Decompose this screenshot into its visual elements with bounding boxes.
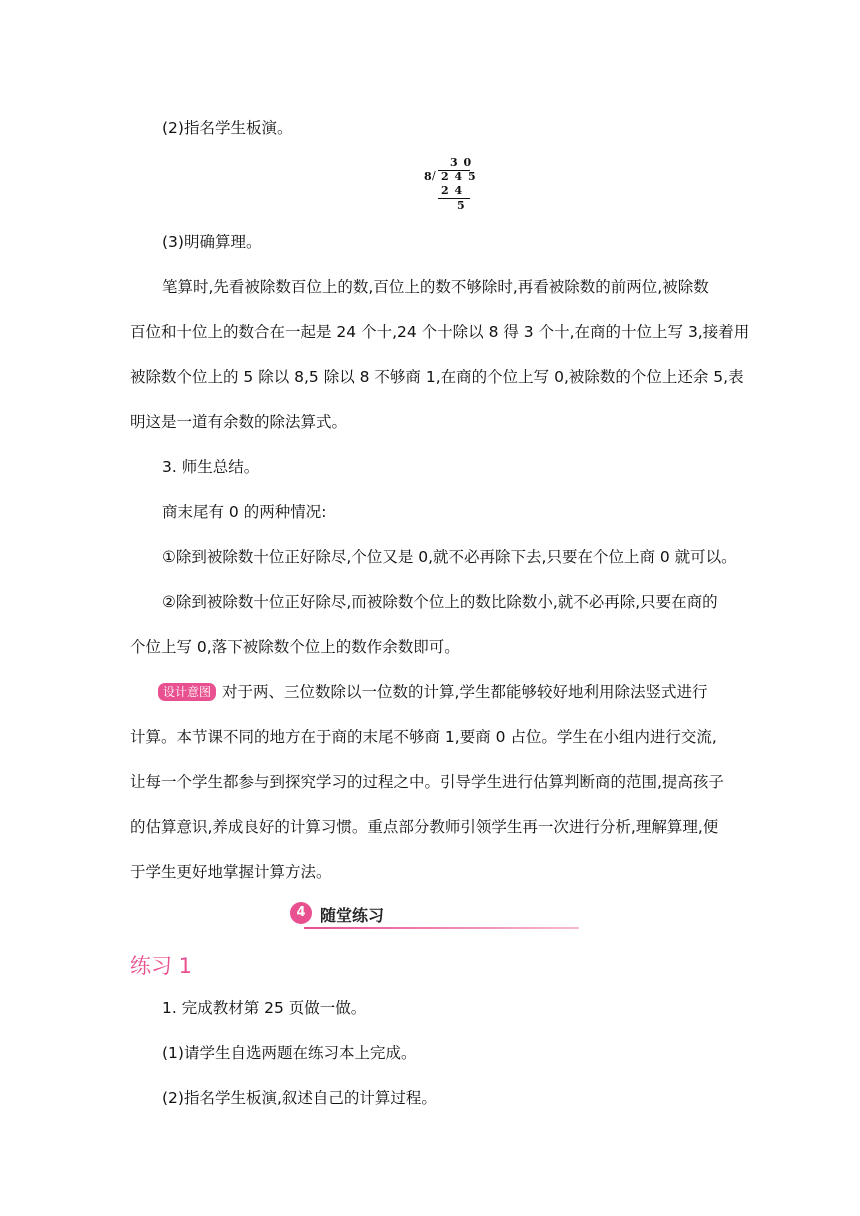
- section-number: 4: [290, 902, 312, 924]
- step-3-principle: (3)明确算理。: [162, 233, 262, 251]
- long-division: [420, 156, 480, 212]
- exercise-item: 1. 完成教材第 25 页做一做。: [162, 999, 367, 1017]
- paragraph-line: 笔算时,先看被除数百位上的数,百位上的数不够除时,再看被除数的前两位,被除数: [162, 278, 709, 296]
- case-1: ①除到被除数十位正好除尽,个位又是 0,就不必再除下去,只要在个位上商 0 就可以。: [162, 548, 737, 566]
- summary-heading: 3. 师生总结。: [162, 458, 260, 476]
- paragraph-line: 让每一个学生都参与到探究学习的过程之中。引导学生进行估算判断商的范围,提高孩子: [130, 773, 724, 791]
- design-intent-badge: 设计意图: [158, 683, 216, 701]
- paragraph-line: 的估算意识,养成良好的计算习惯。重点部分教师引领学生再一次进行分析,理解算理,便: [130, 818, 719, 836]
- design-intent-line: [158, 682, 758, 702]
- product: 2 4: [441, 184, 464, 197]
- paragraph-line: 百位和十位上的数合在一起是 24 个十,24 个十除以 8 得 3 个十,在商的十位上写 3,接着用: [130, 323, 750, 341]
- section-header: [290, 902, 580, 930]
- exercise-step: (1)请学生自选两题在练习本上完成。: [162, 1044, 417, 1062]
- divisor: 8: [424, 170, 433, 183]
- section-title: 随堂练习: [320, 906, 385, 925]
- paragraph-line: 明这是一道有余数的除法算式。: [130, 413, 348, 431]
- case-2: ②除到被除数十位正好除尽,而被除数个位上的数比除数小,就不必再除,只要在商的: [162, 593, 718, 611]
- exercise-heading: 练习 1: [130, 954, 193, 978]
- section-underline: [304, 927, 579, 929]
- paragraph-line: 个位上写 0,落下被除数个位上的数作余数即可。: [130, 638, 460, 656]
- exercise-step: (2)指名学生板演,叙述自己的计算过程。: [162, 1089, 437, 1107]
- quotient: 3 0: [450, 156, 473, 169]
- paragraph-line: 商末尾有 0 的两种情况:: [162, 503, 327, 521]
- remainder: 5: [457, 199, 466, 212]
- step-2-board: (2)指名学生板演。: [162, 119, 293, 137]
- dividend: 2 4 5: [441, 170, 477, 183]
- paragraph-text: 对于两、三位数除以一位数的计算,学生都能够较好地利用除法竖式进行: [222, 683, 708, 701]
- paragraph-line: 计算。本节课不同的地方在于商的末尾不够商 1,要商 0 占位。学生在小组内进行交流,: [130, 728, 717, 746]
- paragraph-line: 被除数个位上的 5 除以 8,5 除以 8 不够商 1,在商的个位上写 0,被除数的个位上还余 5,表: [130, 368, 744, 386]
- division-bracket: /: [432, 169, 437, 182]
- paragraph-line: 于学生更好地掌握计算方法。: [130, 863, 332, 881]
